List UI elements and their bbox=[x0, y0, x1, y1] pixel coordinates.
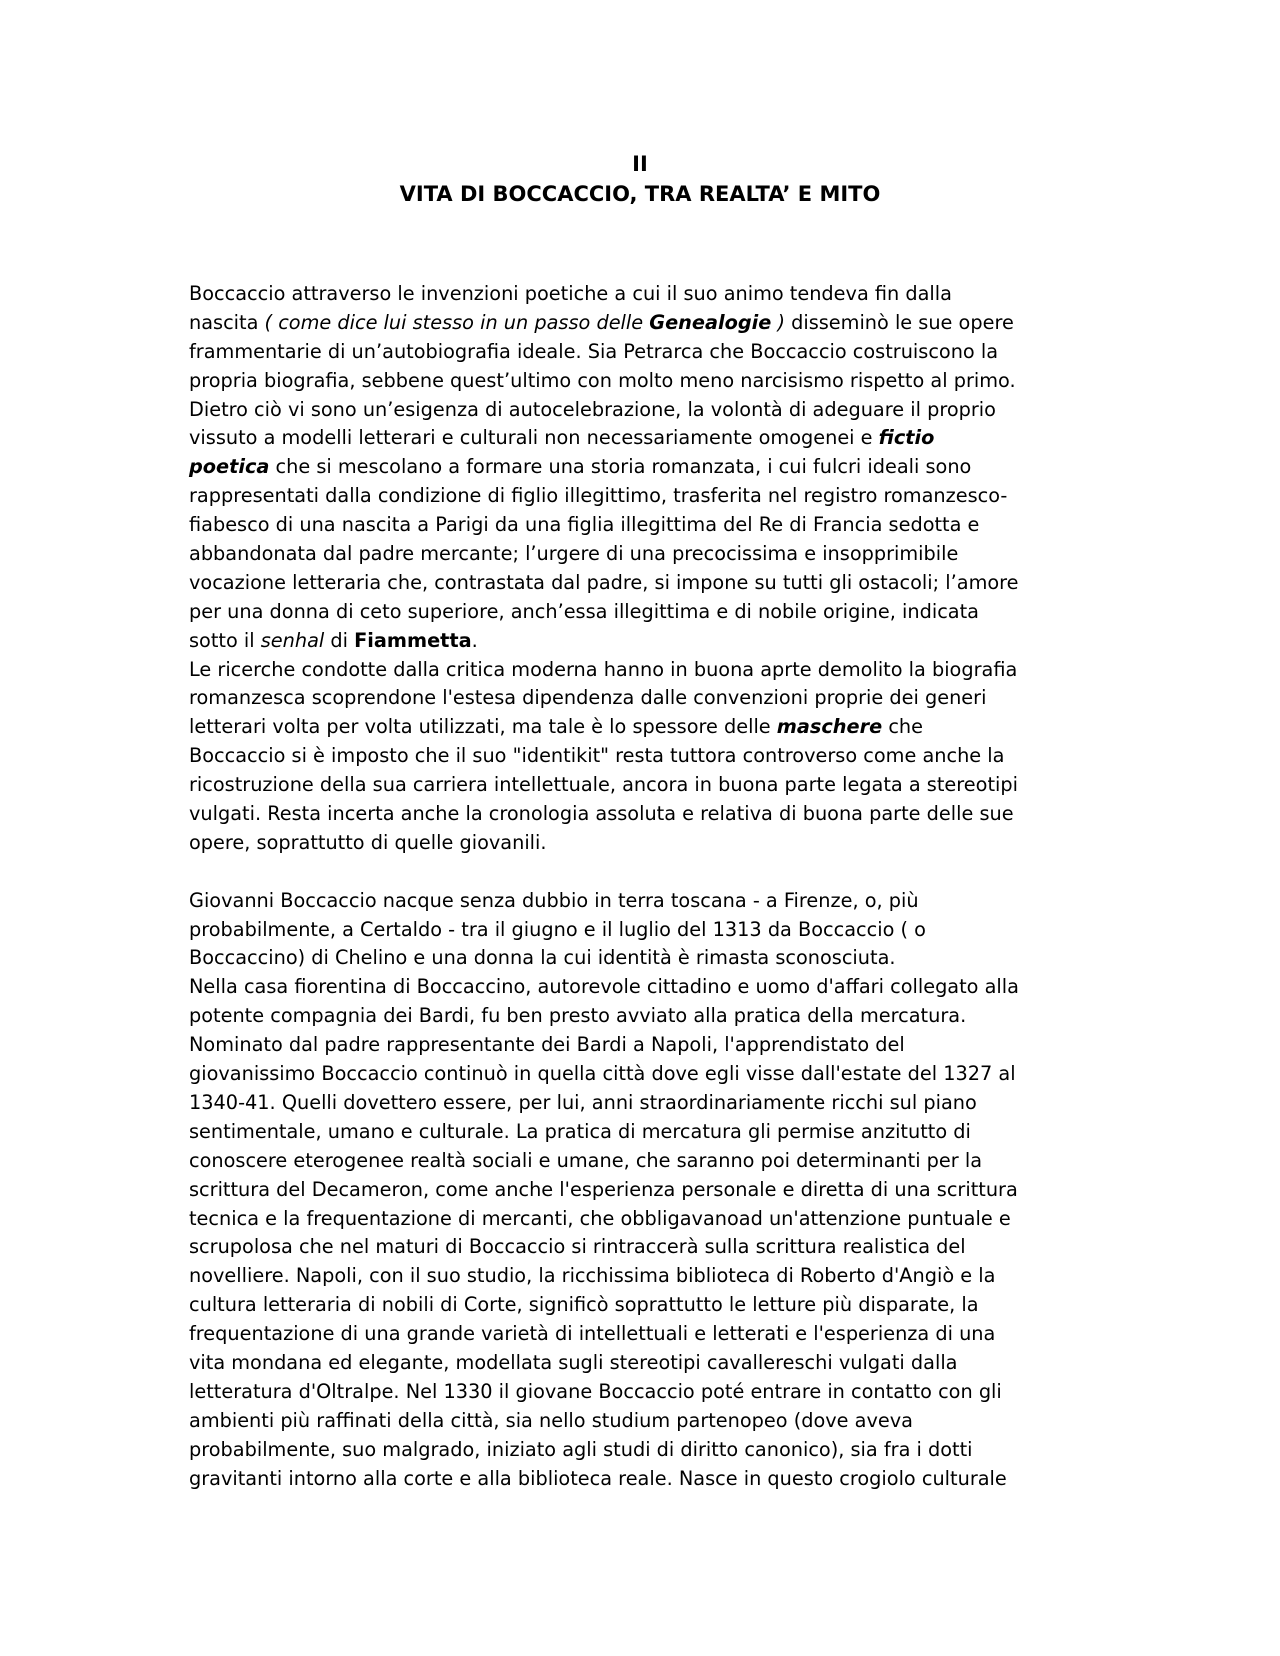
name-fiammetta: Fiammetta bbox=[354, 628, 472, 652]
text-line: nascita ( come dice lui stesso in un passo delle Genealogie ) disseminò le sue opere bbox=[189, 310, 1014, 334]
text-line: letteratura d'Oltralpe. Nel 1330 il giovane Boccaccio poté entrare in contatto con gli bbox=[189, 1379, 1002, 1403]
chapter-number: II bbox=[632, 152, 648, 176]
text-line: Dietro ciò vi sono un’esigenza di autocelebrazione, la volontà di adeguare il proprio bbox=[189, 397, 996, 421]
paragraph-birth bbox=[189, 887, 1189, 974]
text-line: opere, soprattutto di quelle giovanili. bbox=[189, 830, 547, 854]
text-line: Le ricerche condotte dalla critica moderna hanno in buona aprte demolito la biografia bbox=[189, 657, 1018, 681]
text-line: Boccaccino) di Chelino e una donna la cui identità è rimasta sconosciuta. bbox=[189, 946, 896, 970]
term-maschere: maschere bbox=[776, 715, 883, 739]
term-fictio: fictio bbox=[878, 426, 935, 450]
text-line: Nella casa fiorentina di Boccaccino, autorevole cittadino e uomo d'affari collegato alla bbox=[189, 975, 1019, 999]
text-line: sentimentale, umano e culturale. La pratica di mercatura gli permise anzitutto di bbox=[189, 1119, 971, 1143]
text-line: letterari volta per volta utilizzati, ma tale è lo spessore delle maschere che bbox=[189, 715, 924, 739]
text-line: giovanissimo Boccaccio continuò in quella città dove egli visse dall'estate del 1327 al bbox=[189, 1062, 1016, 1086]
paragraph-autobiography bbox=[189, 280, 1189, 656]
term-poetica: poetica bbox=[189, 455, 270, 479]
text-line: conoscere eterogenee realtà sociali e umane, che saranno poi determinanti per la bbox=[189, 1148, 983, 1172]
text-line: scrittura del Decameron, come anche l'esperienza personale e diretta di una scrittura bbox=[189, 1177, 1018, 1201]
text-line: propria biografia, sebbene quest’ultimo con molto meno narcisismo rispetto al primo. bbox=[189, 368, 1016, 392]
text-line: cultura letteraria di nobili di Corte, significò soprattutto le letture più disparate, la bbox=[189, 1293, 979, 1317]
text-line: probabilmente, a Certaldo - tra il giugno e il luglio del 1313 da Boccaccio ( o bbox=[189, 917, 926, 941]
text-line: Boccaccio si è imposto che il suo "identikit" resta tuttora controverso come anche la bbox=[189, 744, 1005, 768]
text-line: frequentazione di una grande varietà di intellettuali e letterati e l'esperienza di una bbox=[189, 1322, 996, 1346]
chapter-title: VITA DI BOCCACCIO, TRA REALTA’ E MITO bbox=[399, 182, 881, 206]
text-line: per una donna di ceto superiore, anch’essa illegittima e di nobile origine, indicata bbox=[189, 599, 979, 623]
text-line: gravitanti intorno alla corte e alla biblioteca reale. Nasce in questo crogiolo culturale bbox=[189, 1466, 1007, 1490]
text-line: vulgati. Resta incerta anche la cronologia assoluta e relativa di buona parte delle sue bbox=[189, 802, 1014, 826]
text-line: 1340-41. Quelli dovettero essere, per lui, anni straordinariamente ricchi sul piano bbox=[189, 1090, 977, 1114]
text-line: poetica che si mescolano a formare una storia romanzata, i cui fulcri ideali sono bbox=[189, 455, 972, 479]
text-line: Boccaccio attraverso le invenzioni poetiche a cui il suo animo tendeva fin dalla bbox=[189, 282, 952, 305]
text-line: vocazione letteraria che, contrastata dal padre, si impone su tutti gli ostacoli; l’amore bbox=[189, 570, 1019, 594]
text-line: vissuto a modelli letterari e culturali non necessariamente omogenei e fictio bbox=[189, 426, 935, 450]
text-line: Giovanni Boccaccio nacque senza dubbio in terra toscana - a Firenze, o, più bbox=[189, 888, 919, 912]
text-line: ricostruzione della sua carriera intellettuale, ancora in buona parte legata a stereotipi bbox=[189, 773, 1018, 797]
paragraph-naples bbox=[189, 973, 1189, 1493]
paragraph-gap bbox=[189, 858, 1189, 887]
text-line: frammentarie di un’autobiografia ideale. Sia Petrarca che Boccaccio costruiscono la bbox=[189, 339, 999, 363]
text-line: rappresentati dalla condizione di figlio illegittimo, trasferita nel registro romanzesco- bbox=[189, 484, 1008, 508]
text-line: probabilmente, suo malgrado, iniziato agli studi di diritto canonico), sia fra i dotti bbox=[189, 1437, 973, 1461]
text-line: romanzesca scoprendone l'estesa dipendenza dalle convenzioni proprie dei generi bbox=[189, 686, 987, 710]
term-senhal: senhal bbox=[260, 628, 325, 652]
paragraph-modern-criticism bbox=[189, 656, 1189, 858]
text-line: ambienti più raffinati della città, sia nello studium partenopeo (dove aveva bbox=[189, 1408, 913, 1432]
text-line: potente compagnia dei Bardi, fu ben presto avviato alla pratica della mercatura. bbox=[189, 1004, 967, 1028]
text-line: sotto il senhal di Fiammetta. bbox=[189, 628, 478, 652]
body-text bbox=[189, 280, 1189, 1493]
work-title-genealogie: Genealogie bbox=[649, 310, 772, 334]
text-line: scrupolosa che nel maturi di Boccaccio si rintraccerà sulla scrittura realistica del bbox=[189, 1235, 966, 1259]
text-line: novelliere. Napoli, con il suo studio, la ricchissima biblioteca di Roberto d'Angiò e la bbox=[189, 1264, 996, 1288]
text-line: abbandonata dal padre mercante; l’urgere di una precocissima e insopprimibile bbox=[189, 542, 959, 566]
text-line: vita mondana ed elegante, modellata sugli stereotipi cavallereschi vulgati dalla bbox=[189, 1350, 958, 1374]
text-line: Nominato dal padre rappresentante dei Bardi a Napoli, l'apprendistato del bbox=[189, 1033, 905, 1057]
text-line: fiabesco di una nascita a Parigi da una figlia illegittima del Re di Francia sedotta e bbox=[189, 513, 980, 537]
text-line: tecnica e la frequentazione di mercanti, che obbligavanoad un'attenzione puntuale e bbox=[189, 1206, 1011, 1230]
